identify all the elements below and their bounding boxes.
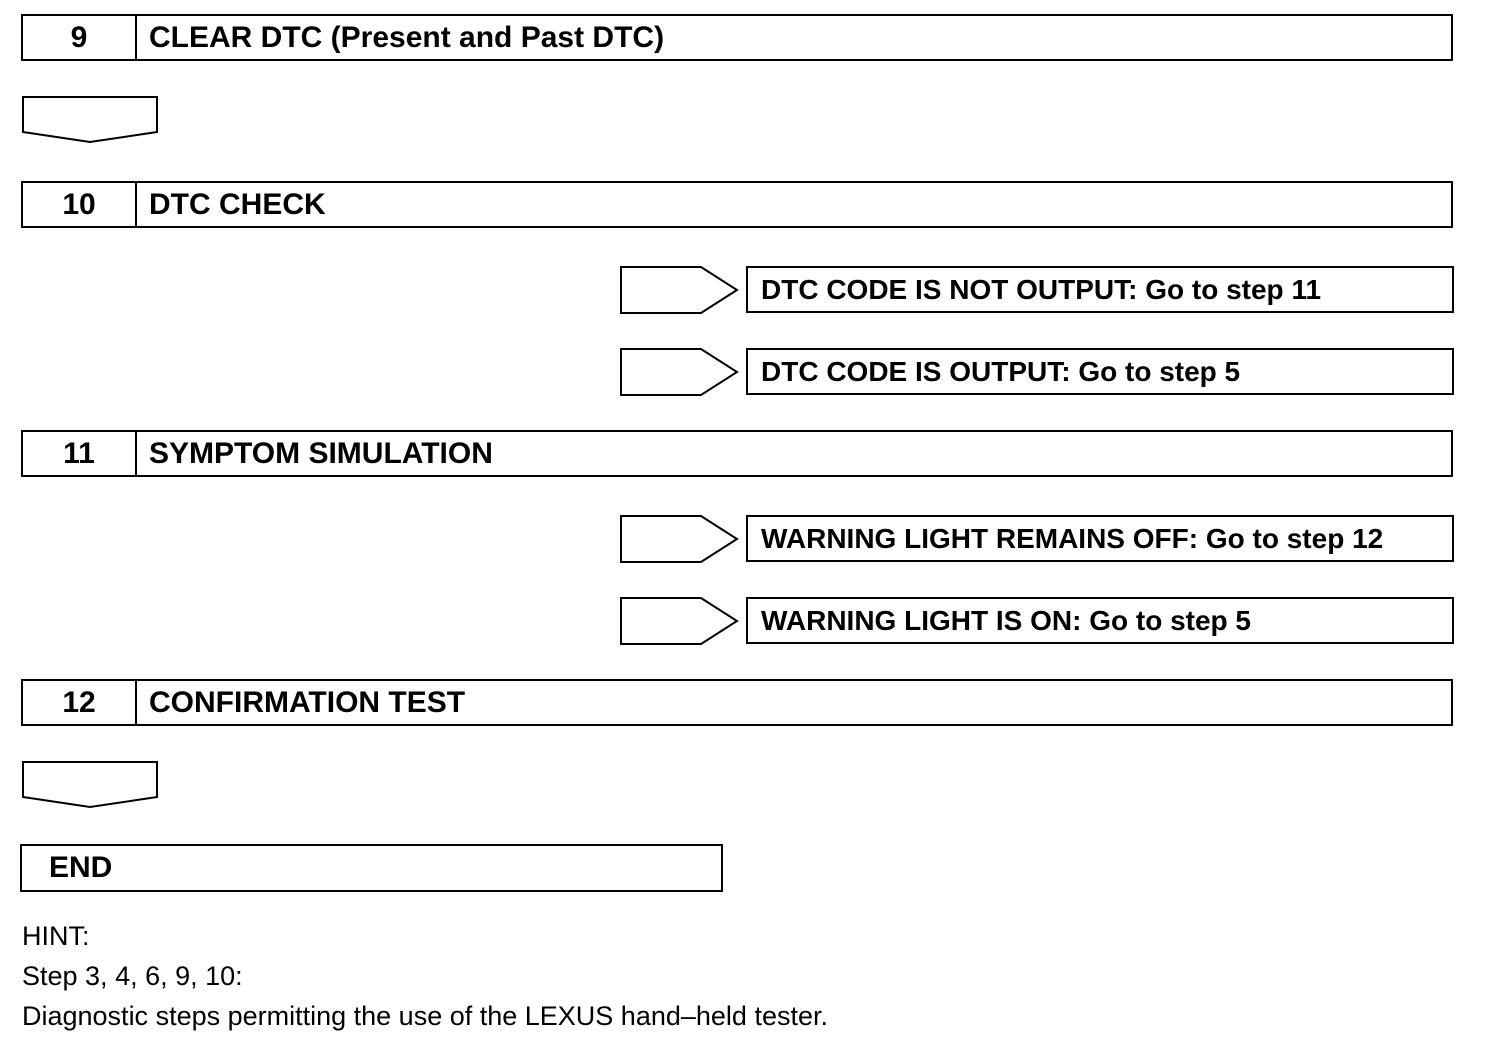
result-warning-light-on: WARNING LIGHT IS ON: Go to step 5 bbox=[746, 597, 1454, 644]
step-number: 10 bbox=[23, 183, 137, 226]
step-title: CLEAR DTC (Present and Past DTC) bbox=[149, 20, 665, 54]
step-number: 9 bbox=[23, 16, 137, 59]
right-arrow-icon bbox=[619, 514, 741, 564]
right-arrow-icon bbox=[619, 596, 741, 646]
result-warning-light-off: WARNING LIGHT REMAINS OFF: Go to step 12 bbox=[746, 515, 1454, 562]
hint-heading: HINT: bbox=[22, 921, 90, 951]
result-dtc-output: DTC CODE IS OUTPUT: Go to step 5 bbox=[746, 348, 1454, 395]
result-dtc-not-output: DTC CODE IS NOT OUTPUT: Go to step 11 bbox=[746, 266, 1454, 313]
step-10-box bbox=[21, 181, 1453, 228]
step-12-box bbox=[21, 679, 1453, 726]
step-number: 12 bbox=[23, 681, 137, 724]
down-arrow-icon bbox=[21, 95, 159, 145]
step-title: SYMPTOM SIMULATION bbox=[149, 436, 493, 470]
hint-description: Diagnostic steps permitting the use of the LEXUS hand–held tester. bbox=[22, 1001, 828, 1031]
end-box: END bbox=[20, 844, 723, 892]
down-arrow-icon bbox=[21, 760, 159, 810]
hint-steps: Step 3, 4, 6, 9, 10: bbox=[22, 961, 243, 991]
step-title: CONFIRMATION TEST bbox=[149, 685, 466, 719]
step-number: 11 bbox=[23, 432, 137, 475]
right-arrow-icon bbox=[619, 265, 741, 315]
step-11-box bbox=[21, 430, 1453, 477]
step-9-box bbox=[21, 14, 1453, 61]
right-arrow-icon bbox=[619, 347, 741, 397]
step-title: DTC CHECK bbox=[149, 187, 326, 221]
